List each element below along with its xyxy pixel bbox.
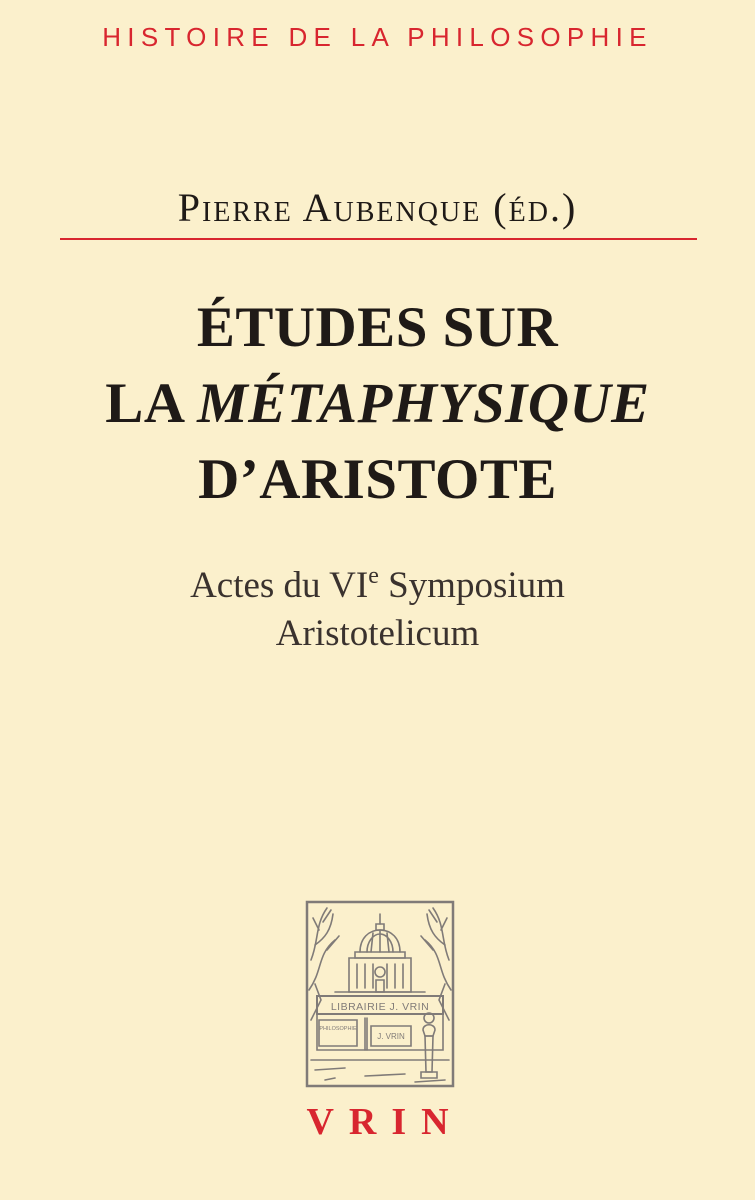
subtitle-superscript: e [368, 563, 379, 589]
emblem-sign-text: LIBRAIRIE J. VRIN [330, 1001, 430, 1013]
librairie-vrin-engraving-icon [305, 900, 455, 1088]
emblem-shop-left-text: PHILOSOPHIE [319, 1026, 357, 1032]
subtitle-suffix: Symposium [378, 565, 565, 606]
title-line-2-prefix: LA [105, 372, 198, 435]
title-line-2 [0, 366, 755, 442]
title-italic-word: MÉTAPHYSIQUE [197, 372, 650, 435]
subtitle-line-2: Aristotelicum [275, 613, 480, 654]
subtitle-line-1 [0, 562, 755, 610]
author-name: Pierre Aubenque (éd.) [177, 185, 578, 230]
title-line-1: ÉTUDES SUR [196, 296, 559, 359]
emblem-shop-right-text: J. VRIN [377, 1032, 405, 1041]
book-subtitle [0, 562, 755, 658]
title-line-3: D’ARISTOTE [198, 448, 557, 511]
publisher-name: VRIN [306, 1101, 464, 1143]
subtitle-prefix: Actes du VI [190, 565, 369, 606]
series-title: HISTOIRE DE LA PHILOSOPHIE [102, 22, 653, 52]
red-divider [60, 238, 697, 240]
book-title [0, 290, 755, 518]
